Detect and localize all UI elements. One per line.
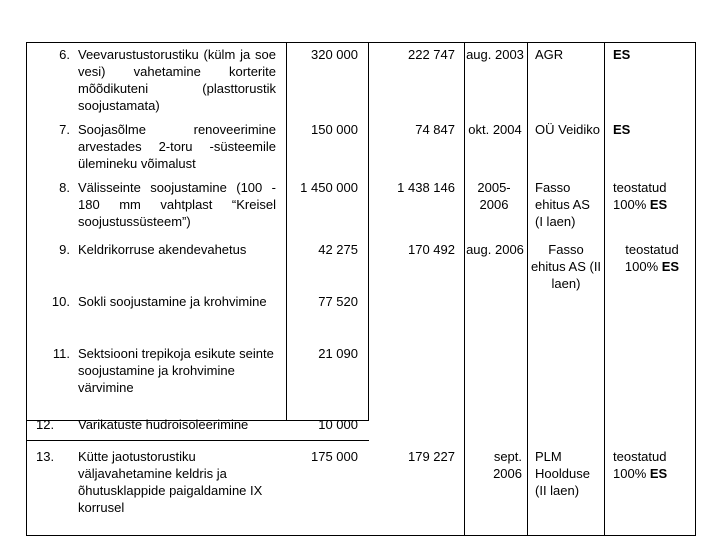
status-text: teostatud 100% bbox=[613, 449, 667, 481]
planned-cost: 1 450 000 bbox=[300, 180, 358, 195]
status-badge: ES bbox=[661, 259, 680, 274]
status-text: teostatud 100% bbox=[613, 180, 667, 212]
status-cell bbox=[612, 241, 692, 275]
planned-cost: 77 520 bbox=[318, 294, 358, 309]
status-badge: ES bbox=[649, 197, 668, 212]
work-description: Kütte jaotustorustiku väljavahetamine keldris ja õhutusklappide paigaldamine IX korrusel bbox=[78, 449, 263, 515]
status-cell bbox=[613, 179, 685, 213]
contractor: PLM Hoolduse (II laen) bbox=[535, 449, 590, 498]
planned-cost: 175 000 bbox=[311, 449, 358, 464]
work-description: Varikatuste hüdroisoleerimine bbox=[78, 417, 249, 432]
row-number: 9. bbox=[59, 242, 70, 257]
contractor: AGR bbox=[535, 47, 564, 62]
contractor: Fasso ehitus AS (I laen) bbox=[535, 180, 590, 229]
row-divider bbox=[26, 440, 369, 441]
row-number: 10. bbox=[51, 294, 70, 309]
column-divider bbox=[464, 42, 465, 536]
status-badge: ES bbox=[613, 47, 631, 62]
work-description: Välisseinte soojustamine (100 - 180 mm vahtplast “Kreisel soojustussüsteem”) bbox=[78, 180, 276, 229]
completion-date: aug. 2003 bbox=[466, 47, 524, 62]
completion-date: aug. 2006 bbox=[466, 242, 524, 257]
planned-cost: 10 000 bbox=[318, 417, 358, 432]
row-number: 13. bbox=[36, 449, 55, 464]
planned-cost: 42 275 bbox=[318, 242, 358, 257]
status-badge: ES bbox=[613, 122, 631, 137]
row-number: 8. bbox=[59, 180, 70, 195]
column-divider bbox=[368, 42, 369, 420]
actual-cost: 179 227 bbox=[408, 449, 455, 464]
work-description: Sektsiooni trepikoja esikute seinte soojustamine ja krohvimine värvimine bbox=[78, 346, 274, 395]
status-badge: ES bbox=[649, 466, 668, 481]
planned-cost: 320 000 bbox=[311, 47, 358, 62]
work-description: Sokli soojustamine ja krohvimine bbox=[78, 294, 267, 309]
column-divider bbox=[527, 42, 528, 536]
row-number: 12. bbox=[36, 417, 55, 432]
contractor: Fasso ehitus AS (II laen) bbox=[530, 242, 602, 291]
column-divider bbox=[604, 42, 605, 536]
actual-cost: 1 438 146 bbox=[397, 180, 455, 195]
completion-date: okt. 2004 bbox=[468, 122, 522, 137]
status-text: teostatud 100% bbox=[624, 242, 679, 274]
work-description: Veevarustustorustiku (külm ja soe vesi) vahetamine korterite mõõdikuteni (plasttorustik soojustamata) bbox=[78, 47, 276, 113]
row-number: 11. bbox=[52, 346, 70, 361]
actual-cost: 222 747 bbox=[408, 47, 455, 62]
completion-date: 2005-2006 bbox=[477, 180, 511, 212]
column-divider bbox=[286, 42, 287, 420]
actual-cost: 74 847 bbox=[415, 122, 455, 137]
status-cell bbox=[613, 448, 685, 482]
planned-cost: 21 090 bbox=[318, 346, 358, 361]
row-number: 7. bbox=[59, 122, 70, 137]
work-description: Keldrikorruse akendevahetus bbox=[78, 242, 247, 257]
completion-date: sept. 2006 bbox=[493, 449, 522, 481]
contractor: OÜ Veidiko bbox=[535, 122, 601, 137]
actual-cost: 170 492 bbox=[408, 242, 455, 257]
planned-cost: 150 000 bbox=[311, 122, 358, 137]
work-description: Soojasõlme renoveerimine arvestades 2-toru -süsteemile ülemineku võimalust bbox=[78, 122, 276, 171]
row-number: 6. bbox=[59, 47, 70, 62]
